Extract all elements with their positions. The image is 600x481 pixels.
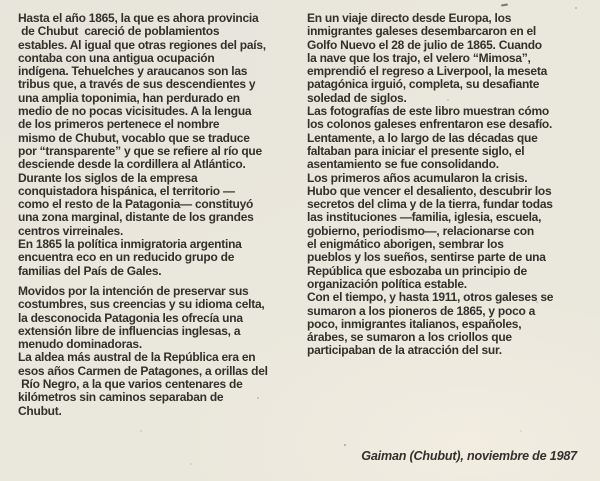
text-line: familias del País de Gales.	[18, 263, 162, 278]
text-line: asentamiento se fue consolidando.	[307, 157, 499, 172]
text-line: participaban de la atracción del sur.	[307, 343, 502, 358]
text-line: gobierno, periodismo—, relacionarse con	[307, 223, 534, 238]
text-line: conquistadora hispánica, el territorio —	[18, 183, 235, 198]
text-line: medio de no pocas vicisitudes. A la lengua	[18, 104, 252, 119]
right-text-column	[307, 12, 597, 358]
text-line: Río Negro, a la que varios centenares de	[18, 377, 243, 392]
text-line: En 1865 la política inmigratoria argentina	[18, 237, 242, 252]
text-line: Con el tiempo, y hasta 1911, otros galeses se	[307, 290, 554, 305]
text-line: una amplia toponimia, han perdurado en	[18, 90, 240, 105]
text-line: pueblos y los sueños, sentirse parte de una	[307, 250, 546, 265]
text-line: soledad de siglos.	[307, 90, 407, 105]
text-line: centros virreinales.	[18, 223, 124, 238]
text-line: los colonos galeses enfrentaron ese desafío.	[307, 117, 553, 132]
text-line: Lentamente, a lo largo de las décadas que	[307, 130, 538, 145]
text-line: costumbres, sus creencias y su idioma celta,	[18, 297, 265, 312]
text-line: de Chubut careció de poblamientos	[18, 24, 220, 39]
scan-speck	[501, 4, 508, 7]
paragraph-block-welsh-motivation	[18, 285, 306, 418]
paper-grain	[0, 0, 2, 2]
text-line: esos años Carmen de Patagones, a orillas del	[18, 363, 268, 378]
text-line: contaba con una antigua ocupación	[18, 50, 215, 65]
text-line: de los primeros pertenece el nombre	[18, 117, 220, 132]
text-line: Durante los siglos de la empresa	[18, 170, 198, 185]
left-text-column	[18, 12, 306, 418]
text-line: faltaban para iniciar el presente siglo, el	[307, 143, 525, 158]
text-line: kilómetros sin caminos separaban de	[18, 390, 224, 405]
text-line: una zona marginal, distante de los grandes	[18, 210, 254, 225]
text-line: mismo de Chubut, vocablo que se traduce	[18, 130, 250, 145]
text-line: inmigrantes galeses desembarcaron en el	[307, 24, 537, 39]
text-line: organización política estable.	[307, 276, 467, 291]
text-line: República que esbozaba un principio de	[307, 263, 527, 278]
text-line: En un viaje directo desde Europa, los	[307, 11, 512, 25]
text-line: Hasta el año 1865, la que es ahora provincia	[18, 11, 259, 25]
text-line: como el resto de la Patagonia— constituyó	[18, 197, 254, 212]
text-line: Los primeros años acumularon la crisis.	[307, 170, 528, 185]
text-line: Las fotografías de este libro muestran cómo	[307, 104, 549, 119]
text-line: estables. Al igual que otras regiones del país,	[18, 37, 266, 52]
text-line: árabes, se sumaron a los criollos que	[307, 330, 512, 345]
text-line: Chubut.	[18, 403, 62, 418]
text-line: la nave que los trajo, el velero “Mimosa”,	[307, 50, 531, 65]
paragraph-block-history	[18, 12, 306, 278]
text-line: menudo dominadoras.	[18, 337, 142, 352]
text-line: desciende desde la cordillera al Atlántico.	[18, 157, 246, 172]
text-line: las instituciones —familia, iglesia, escuela,	[307, 210, 542, 225]
text-line: indígena. Tehuelches y araucanos son las	[18, 64, 248, 79]
text-line: el enigmático aborigen, sembrar los	[307, 237, 504, 252]
text-line: poco, inmigrantes italianos, españoles,	[307, 316, 522, 331]
text-line: encuentra eco en un reducido grupo de	[18, 250, 235, 265]
paragraph-block-arrival	[307, 12, 597, 358]
text-line: sumaron a los pioneros de 1865, y poco a	[307, 303, 536, 318]
text-line: emprendió el regreso a Liverpool, la meseta	[307, 64, 548, 79]
text-line: Movidos por la intención de preservar sus	[18, 283, 249, 298]
text-line: Hubo que vencer el desaliento, descubrir los	[307, 183, 552, 198]
text-line: tribus que, a través de sus descendientes y	[18, 77, 256, 92]
text-line: Golfo Nuevo el 28 de julio de 1865. Cuando	[307, 37, 542, 52]
text-line: secretos del clima y de la tierra, fundar todas	[307, 197, 553, 212]
text-line: La aldea más austral de la República era en	[18, 350, 256, 365]
text-line: patagónica irguió, completa, su desafiante	[307, 77, 540, 92]
text-line: extensión libre de influencias inglesas, a	[18, 323, 241, 338]
text-line: por “transparente” y que se refiere al río que	[18, 143, 262, 158]
text-line: la desconocida Patagonia les ofrecía una	[18, 310, 243, 325]
dateline: Gaiman (Chubut), noviembre de 1987	[361, 449, 577, 463]
